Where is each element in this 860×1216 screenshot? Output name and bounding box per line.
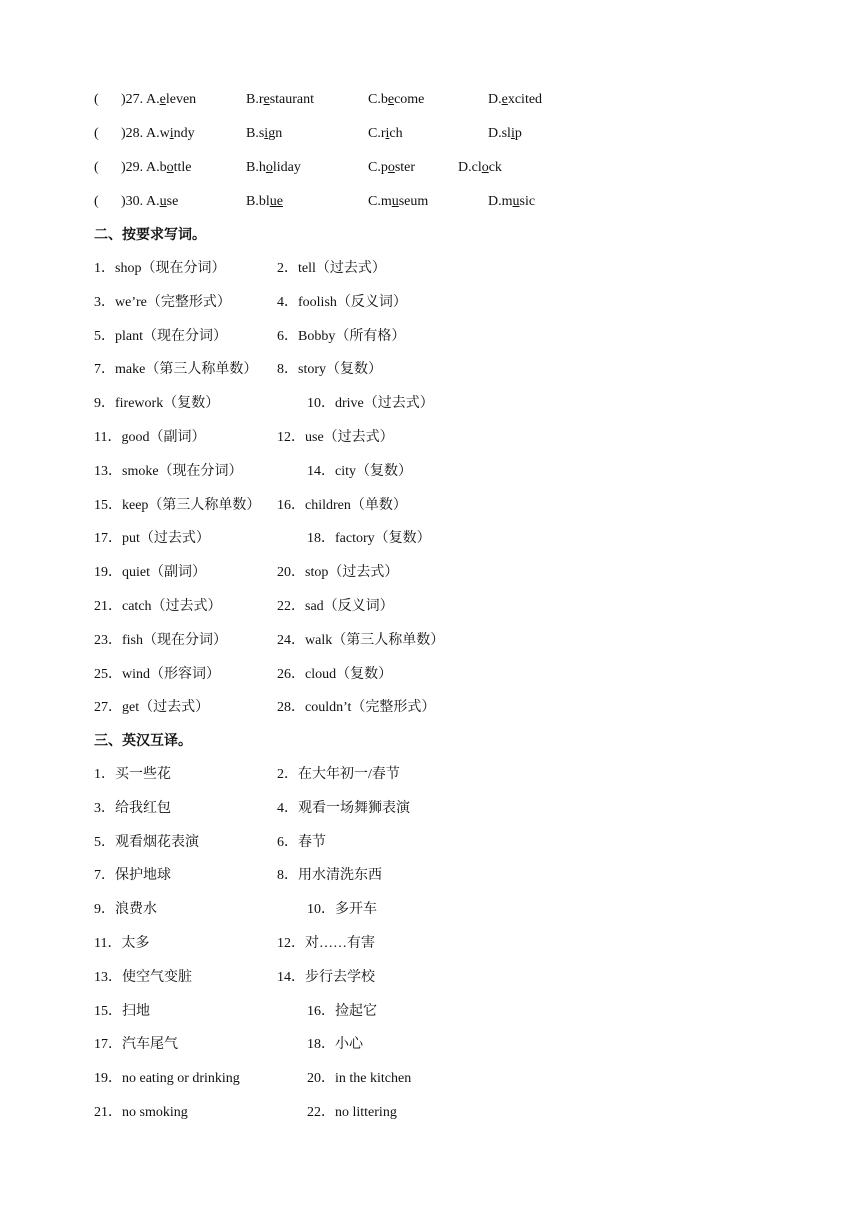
translation-item: 11．太多 [94,936,150,951]
underlined-letters: i [385,126,390,141]
phonics-option: A.bottle [146,160,192,175]
translation-item: 22．no littering [307,1105,397,1120]
translation-item: 9．浪费水 [94,902,157,918]
translation-item: 20．in the kitchen [307,1071,412,1087]
word-form-item: 4．foolish（反义词） [277,294,407,310]
word-form-title: 二、按要求写词。 [94,228,206,243]
answer-blank[interactable]: ( [94,160,99,175]
word-form-item: 7．make（第三人称单数） [94,362,258,378]
translation-item: 15．扫地 [94,1003,150,1019]
translation-item: 4．观看一场舞狮表演 [277,800,410,816]
translation-title: 三、英汉互译。 [94,734,192,749]
translation-item: 6．春节 [277,834,326,850]
word-form-item: 17．put（过去式） [94,531,210,547]
phonics-option: D.clock [458,160,502,175]
underlined-letters: e [159,92,166,107]
underlined-letters: o [265,160,273,175]
translation-item: 17．汽车尾气 [94,1037,178,1053]
phonics-option: B.blue [246,194,283,209]
phonics-option: C.rich [368,126,403,141]
underlined-letters: i [264,126,269,141]
phonics-option: B.sign [246,126,283,141]
word-form-item: 13．smoke（现在分词） [94,463,243,479]
phonics-option: B.holiday [246,160,301,175]
translation-item: 10．多开车 [307,902,377,918]
underlined-letters: o [166,160,174,175]
phonics-option: D.music [488,194,536,209]
underlined-letters: e [501,92,508,107]
underlined-letters: e [263,92,270,107]
underlined-letters: ue [269,194,283,209]
answer-blank[interactable]: ( [94,194,99,209]
question-number: )28. [121,126,144,141]
translation-item: 3．给我红包 [94,800,171,816]
translation-item: 1．买一些花 [94,767,171,782]
word-form-item: 21．catch（过去式） [94,599,222,614]
underlined-letters: u [159,194,167,209]
translation-item: 14．步行去学校 [277,969,375,985]
word-form-item: 27．get（过去式） [94,700,210,716]
phonics-option: A.windy [146,126,195,141]
phonics-option: C.become [368,92,425,107]
word-form-item: 14．city（复数） [307,463,412,479]
word-form-item: 3．we’re（完整形式） [94,294,231,310]
word-form-item: 16．children（单数） [277,497,407,513]
word-form-item: 8．story（复数） [277,362,382,378]
phonics-option: B.restaurant [246,92,315,107]
phonics-option: A.eleven [146,92,197,107]
word-form-item: 18．factory（复数） [307,531,431,547]
word-form-item: 10．drive（过去式） [307,396,434,412]
phonics-option: D.excited [488,92,543,107]
word-form-item: 20．stop（过去式） [277,565,399,581]
underlined-letters: i [510,126,515,141]
phonics-option: C.poster [368,160,416,175]
word-form-item: 5．plant（现在分词） [94,328,227,344]
question-number: )30. [121,194,144,209]
underlined-letters: o [387,160,395,175]
answer-blank[interactable]: ( [94,92,99,107]
translation-item: 21．no smoking [94,1105,188,1120]
phonics-option: D.slip [488,126,522,141]
translation-item: 13．使空气变脏 [94,969,192,985]
answer-blank[interactable]: ( [94,126,99,141]
underlined-letters: o [481,160,489,175]
translation-item: 12．对……有害 [277,936,375,951]
translation-item: 16．捡起它 [307,1003,377,1019]
underlined-letters: e [387,92,395,107]
word-form-item: 15．keep（第三人称单数） [94,497,261,513]
word-form-item: 2．tell（过去式） [277,261,386,276]
word-form-item: 6．Bobby（所有格） [277,328,406,344]
question-number: )29. [121,160,144,175]
word-form-item: 23．fish（现在分词） [94,632,227,648]
question-number: )27. [121,92,144,107]
word-form-item: 24．walk（第三人称单数） [277,632,445,648]
word-form-item: 22．sad（反义词） [277,599,394,614]
underlined-letters: u [391,194,399,209]
word-form-item: 19．quiet（副词） [94,565,206,581]
word-form-item: 28．couldn’t（完整形式） [277,700,436,716]
word-form-item: 12．use（过去式） [277,430,394,445]
word-form-item: 25．wind（形容词） [94,666,220,682]
word-form-item: 9．firework（复数） [94,396,220,412]
translation-item: 7．保护地球 [94,868,171,884]
phonics-option: A.use [146,194,179,209]
translation-item: 5．观看烟花表演 [94,834,199,850]
underlined-letters: i [169,126,174,141]
word-form-item: 1．shop（现在分词） [94,261,226,276]
translation-item: 8．用水清洗东西 [277,868,382,884]
word-form-item: 11．good（副词） [94,430,206,445]
translation-item: 2．在大年初一/春节 [277,767,400,782]
word-form-item: 26．cloud（复数） [277,666,393,682]
translation-item: 18．小心 [307,1037,363,1053]
translation-item: 19．no eating or drinking [94,1071,240,1087]
phonics-option: C.museum [368,194,429,209]
underlined-letters: u [512,194,520,209]
